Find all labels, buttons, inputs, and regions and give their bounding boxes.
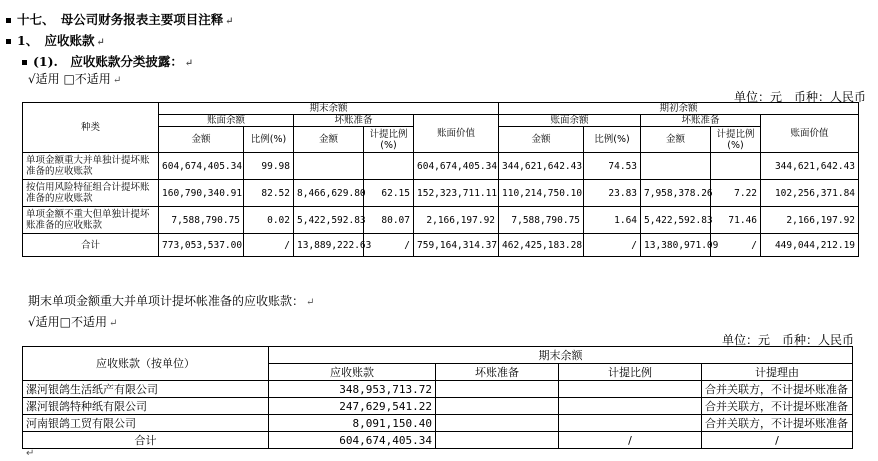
- cell: /: [244, 234, 294, 257]
- cell: 7,958,378.26: [641, 180, 711, 207]
- header-end-balance: 期末余额: [159, 103, 499, 115]
- cell: 99.98: [244, 153, 294, 180]
- header-book-balance-begin: 账面余额: [499, 115, 641, 127]
- total-label: 合计: [23, 432, 269, 449]
- table-row-total: [23, 432, 853, 449]
- cell: 13,380,971.09: [641, 234, 711, 257]
- bad-debt-cell: [436, 432, 559, 449]
- applicable-indicator-2: [28, 313, 117, 330]
- cell: 773,053,537.00: [159, 234, 244, 257]
- cell: 7,588,790.75: [159, 207, 244, 234]
- table-row: [23, 415, 853, 432]
- table-row: [23, 180, 859, 207]
- header-provision-ratio: 计提比例(%): [364, 127, 414, 153]
- paragraph-mark-icon: ↵: [109, 318, 118, 329]
- cell: 7.22: [711, 180, 761, 207]
- row-label: 单项金额不重大但单独计提坏账准备的应收账款: [23, 207, 159, 234]
- cell: 462,425,183.28: [499, 234, 584, 257]
- section-heading: [6, 10, 234, 28]
- table-row-total: [23, 234, 859, 257]
- header-amount: 金额: [159, 127, 244, 153]
- header-book-balance-end: 账面余额: [159, 115, 294, 127]
- note-text: 期末单项金额重大并单项计提坏帐准备的应收账款：: [28, 294, 305, 308]
- bad-debt-cell: [436, 415, 559, 432]
- header-ratio: 比例(%): [584, 127, 641, 153]
- subsection-heading: [6, 31, 105, 49]
- header-begin-balance: 期初余额: [499, 103, 859, 115]
- cell: 13,889,222.63: [294, 234, 364, 257]
- cell: 160,790,340.91: [159, 180, 244, 207]
- applicable-text: √适用□不适用: [28, 315, 107, 329]
- cell: 5,422,592.83: [294, 207, 364, 234]
- cell: 344,621,642.43: [499, 153, 584, 180]
- cell: 5,422,592.83: [641, 207, 711, 234]
- cell: 102,256,371.84: [761, 180, 859, 207]
- company-name: 河南银鸽工贸有限公司: [23, 415, 269, 432]
- header-book-value-end: 账面价值: [414, 115, 499, 153]
- paragraph-mark-icon: ↵: [26, 448, 35, 459]
- table-row: [23, 381, 853, 398]
- cell: 0.02: [244, 207, 294, 234]
- cell: 152,323,711.11: [414, 180, 499, 207]
- cell: 759,164,314.37: [414, 234, 499, 257]
- unit-text: 单位：元 币种：人民币: [733, 90, 866, 104]
- cell: 62.15: [364, 180, 414, 207]
- cell: 80.07: [364, 207, 414, 234]
- sub-subsection-heading: [22, 52, 193, 70]
- receivable-amount: 348,953,713.72: [269, 381, 436, 398]
- bullet-icon: [6, 39, 11, 44]
- header-amount: 金额: [499, 127, 584, 153]
- cell: /: [364, 234, 414, 257]
- header-ratio: 比例(%): [244, 127, 294, 153]
- unit-text: 单位：元 币种：人民币: [721, 333, 854, 347]
- header-receivable-by-unit: 应收账款（按单位）: [23, 347, 269, 381]
- cell: 74.53: [584, 153, 641, 180]
- bullet-icon: [6, 18, 11, 23]
- receivables-classification-table: [22, 102, 859, 257]
- header-amount: 金额: [294, 127, 364, 153]
- header-bad-debt: 坏账准备: [436, 364, 559, 381]
- table-row: [23, 207, 859, 234]
- reason-cell: 合并关联方，不计提坏账准备: [702, 415, 853, 432]
- applicable-indicator-1: [28, 70, 121, 87]
- subsection-title: 1、 应收账款: [17, 33, 95, 48]
- cell: 2,166,197.92: [761, 207, 859, 234]
- cell: /: [584, 234, 641, 257]
- table-row: [23, 398, 853, 415]
- header-end-balance: 期末余额: [269, 347, 853, 364]
- cell: 2,166,197.92: [414, 207, 499, 234]
- sub-subsection-title: (1). 应收账款分类披露：: [33, 54, 183, 69]
- ratio-cell: [559, 381, 702, 398]
- section-title: 十七、 母公司财务报表主要项目注释: [17, 12, 224, 27]
- cell: 1.64: [584, 207, 641, 234]
- cell: 604,674,405.34: [414, 153, 499, 180]
- cell: 344,621,642.43: [761, 153, 859, 180]
- cell: [711, 153, 761, 180]
- header-kind: 种类: [23, 103, 159, 153]
- row-label: 按信用风险特征组合计提坏账准备的应收账款: [23, 180, 159, 207]
- cell: 110,214,750.10: [499, 180, 584, 207]
- bad-debt-cell: [436, 398, 559, 415]
- header-bad-debt-begin: 坏账准备: [641, 115, 761, 127]
- receivable-amount: 604,674,405.34: [269, 432, 436, 449]
- header-bad-debt-end: 坏账准备: [294, 115, 414, 127]
- row-label: 单项金额重大并单独计提坏账准备的应收账款: [23, 153, 159, 180]
- reason-cell: 合并关联方，不计提坏账准备: [702, 381, 853, 398]
- cell: [641, 153, 711, 180]
- paragraph-mark-icon: ↵: [184, 58, 194, 69]
- paragraph-mark-icon: ↵: [306, 297, 315, 308]
- cell: 604,674,405.34: [159, 153, 244, 180]
- cell: [364, 153, 414, 180]
- note-line: [28, 292, 314, 309]
- reason-cell: /: [702, 432, 853, 449]
- header-receivable: 应收账款: [269, 364, 436, 381]
- paragraph-mark-icon: ↵: [225, 16, 234, 27]
- significant-receivables-table: [22, 346, 853, 449]
- cell: 7,588,790.75: [499, 207, 584, 234]
- header-book-value-begin: 账面价值: [761, 115, 859, 153]
- cell: 23.83: [584, 180, 641, 207]
- cell: 8,466,629.80: [294, 180, 364, 207]
- bad-debt-cell: [436, 381, 559, 398]
- bullet-icon: [22, 60, 27, 65]
- company-name: 漯河银鸽特种纸有限公司: [23, 398, 269, 415]
- header-ratio: 计提比例: [559, 364, 702, 381]
- paragraph-mark-icon: ↵: [112, 75, 122, 86]
- table-row: [23, 153, 859, 180]
- header-reason: 计提理由: [702, 364, 853, 381]
- row-label: 合计: [23, 234, 159, 257]
- ratio-cell: [559, 415, 702, 432]
- ratio-cell: [559, 398, 702, 415]
- cell: 71.46: [711, 207, 761, 234]
- header-provision-ratio: 计提比例(%): [711, 127, 761, 153]
- applicable-text: √适用 □不适用: [28, 72, 111, 86]
- company-name: 漯河银鸽生活纸产有限公司: [23, 381, 269, 398]
- receivable-amount: 8,091,150.40: [269, 415, 436, 432]
- reason-cell: 合并关联方，不计提坏账准备: [702, 398, 853, 415]
- receivable-amount: 247,629,541.22: [269, 398, 436, 415]
- cell: 82.52: [244, 180, 294, 207]
- cell: 449,044,212.19: [761, 234, 859, 257]
- paragraph-mark-icon: ↵: [96, 37, 105, 48]
- ratio-cell: /: [559, 432, 702, 449]
- cell: /: [711, 234, 761, 257]
- cell: [294, 153, 364, 180]
- header-amount: 金额: [641, 127, 711, 153]
